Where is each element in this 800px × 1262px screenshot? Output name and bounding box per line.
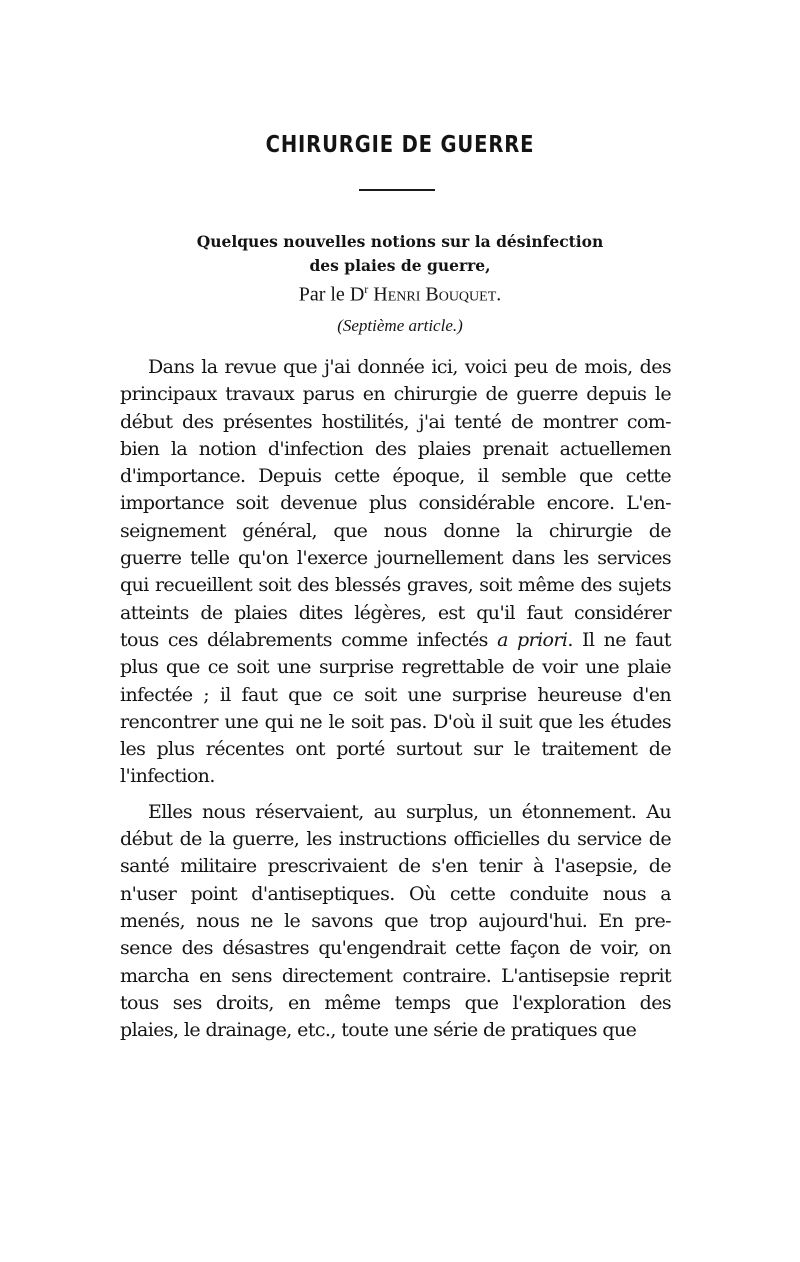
text-line: principaux travaux parus en chirurgie de guerre depuis le <box>120 383 671 406</box>
text-line: bien la notion d'infection des plaies prenait actuellemen <box>120 437 671 460</box>
text-line: début de la guerre, les instructions officielles du service de <box>120 828 671 851</box>
text-line: marcha en sens directement contraire. L'antisepsie reprit <box>120 964 671 987</box>
article-subtitle <box>0 230 800 278</box>
text-line: plaies, le drainage, etc., toute une série de pratiques que <box>120 1019 637 1042</box>
text-line: d'importance. Depuis cette époque, il semble que cette <box>120 465 671 488</box>
title-divider <box>359 189 435 191</box>
paragraph <box>120 799 671 1045</box>
text-line: guerre telle qu'on l'exerce journellement dans les services <box>120 547 671 570</box>
text-line: qui recueillent soit des blessés graves, soit même des sujets <box>120 574 671 597</box>
author-line <box>0 282 800 307</box>
text-line: n'user point d'antiseptiques. Où cette conduite nous a <box>120 882 671 905</box>
text-line: Dans la revue que j'ai donnée ici, voici peu de mois, des <box>148 356 671 378</box>
text-line: début des présentes hostilités, j'ai tenté de montrer com- <box>120 410 671 433</box>
article-number: (Septième article.) <box>337 316 463 335</box>
section-title: CHIRURGIE DE GUERRE <box>265 132 535 158</box>
paragraph <box>120 354 671 791</box>
text-line: Elles nous réservaient, au surplus, un étonnement. Au <box>148 800 671 823</box>
subtitle-line-2: des plaies de guerre, <box>309 256 491 275</box>
text-line: santé militaire prescrivaient de s'en tenir à l'asepsie, de <box>120 855 671 878</box>
author-title-superscript: r <box>364 282 369 296</box>
text-line: tous ses droits, en même temps que l'exploration des <box>120 991 671 1014</box>
text-line: les plus récentes ont porté surtout sur le traitement de <box>120 738 671 761</box>
text-line: sence des désastres qu'engendrait cette façon de voir, on <box>120 937 671 960</box>
text-line: l'infection. <box>120 765 215 788</box>
text-line: atteints de plaies dites légères, est qu'il faut considérer <box>120 601 671 624</box>
emphasis: a priori <box>497 628 568 651</box>
text-line: plus que ce soit une surprise regrettable de voir une plaie <box>120 656 671 679</box>
text-line: rencontrer une qui ne le soit pas. D'où il suit que les études <box>120 710 671 733</box>
author-prefix: Par le D <box>298 283 365 306</box>
text-line: importance soit devenue plus considérable encore. L'en- <box>120 492 671 515</box>
text-line: tous ces délabrements comme infectés a priori. Il ne faut <box>120 628 671 651</box>
article-body <box>120 354 671 1044</box>
text-line: seignement général, que nous donne la chirurgie de <box>120 519 671 542</box>
author-name: Henri Bouquet. <box>373 283 502 306</box>
text-line: infectée ; il faut que ce soit une surprise heureuse d'en <box>120 683 671 706</box>
text-line: menés, nous ne le savons que trop aujourd'hui. En pre- <box>120 909 671 932</box>
subtitle-line-1: Quelques nouvelles notions sur la désinfection <box>196 232 604 251</box>
